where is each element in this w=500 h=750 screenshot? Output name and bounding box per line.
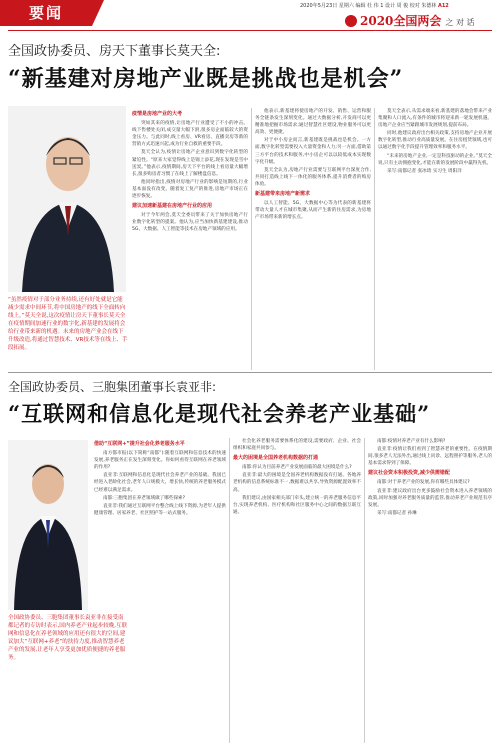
paragraph: 采写:南都记者 孙琳 bbox=[377, 510, 417, 516]
paragraph: 以人工智能、5G、大数据中心等为代表的新基建将带动大量人才在城市集聚,从而产生新的住房需求,为房地产市场带来新的增长点。 bbox=[255, 201, 371, 221]
paragraph: 袁亚非:建议政府出台更多鼓励社会资本进入养老领域的政策,同时加强对养老服务质量的监管,推动养老产业规范有序发展。 bbox=[368, 488, 492, 508]
paragraph: 南方都市报(以下简称“南都”):随着互联网和信息技术的快速发展,养老服务正在发生深刻变化。你如何看待互联网在养老领域的作用? bbox=[94, 451, 226, 471]
article2-photo bbox=[8, 440, 88, 610]
paragraph: 对于今年两会,莫天全委员带来了关于加快房地产行业数字化转型的提案。他认为,应当加快新基建建设,推动5G、大数据、人工智能等技术在房地产领域的应用。 bbox=[132, 213, 248, 233]
section-tag: 要闻 bbox=[0, 0, 92, 26]
article1-photo bbox=[8, 106, 126, 292]
paragraph: 袁亚非:最大的困境是全国养老机构数据没有打通。各地养老机构的信息系统标准不一,数据难以共享,导致资源配置效率不高。 bbox=[233, 473, 361, 493]
emblem-icon bbox=[345, 15, 357, 27]
article-separator bbox=[8, 372, 492, 373]
paragraph: 社会化养老服务需要体系化的建设,需要政府、企业、社会组织和家庭共同参与。 bbox=[233, 439, 361, 452]
paragraph: 袁亚非:疫情让我们看到了智慧养老的重要性。在疫情期间,很多老人无法外出,通过线上问诊、远程照护等服务,老人的基本需求得到了保障。 bbox=[368, 447, 492, 467]
subheading: 疫情是房地产业的大考 bbox=[132, 111, 183, 117]
paragraph: 我们建议,由国家相关部门牵头,建立统一的养老服务信息平台,实现养老机构、医疗机构和社区服务中心之间的数据互联互通。 bbox=[233, 495, 361, 515]
portrait-image bbox=[8, 440, 88, 610]
paragraph: 南都:三胞集团在养老领域做了哪些探索? bbox=[103, 495, 186, 501]
subheading: 建议加速新基建在房地产行业的应用 bbox=[132, 203, 213, 210]
article1-headline: “新基建对房地产业既是挑战也是机会” bbox=[8, 66, 404, 92]
subheading: 借助“互联网+”提升社会化养老服务水平 bbox=[94, 441, 185, 447]
portrait-image bbox=[8, 106, 126, 292]
article2-column-2 bbox=[233, 438, 361, 517]
paragraph: 对于中小房企而言,新基建既是挑战也是机会。一方面,数字化转型需要投入大量资金和人力;另一方面,借助第三方平台的技术和服务,中小房企可以以较低成本实现数字化升级。 bbox=[255, 138, 371, 165]
date-line: 2020年5月23日 星期六 编辑 杜 伟 1 设计 周 俊 校对 朱德林 A12 bbox=[300, 3, 449, 9]
subheading: 新基建带来房地产新需求 bbox=[255, 191, 311, 198]
paragraph: 突如其来的疫情,让房地产行业遭受了不小的冲击。线下售楼处关闭,成交量大幅下滑,很多房企面临较大的资金压力。与此同时,线上看房、VR看房、直播卖房等新的营销方式迅速兴起,成为行业自救的重要手段。 bbox=[132, 121, 248, 148]
paragraph: 南都:对于养老产业的发展,你有哪些具体建议? bbox=[377, 480, 470, 486]
paragraph: “未来的房地产企业,一定是科技驱动的企业。”莫天全说,只有主动拥抱变化,才能在新的发展阶段中赢得先机。 bbox=[378, 153, 492, 166]
column-divider bbox=[364, 438, 365, 743]
paragraph: 他表示,新基建将使房地产的开发、销售、运营和服务全链条发生深刻变化。通过大数据分析,开发商可以更精准地把握市场需求;通过智慧社区建设,物业服务可以更高效、更便捷。 bbox=[255, 109, 371, 136]
article2-headline: “互联网和信息化是现代社会养老产业基础” bbox=[8, 401, 431, 426]
paragraph: 南都:疫情对养老产业有什么影响? bbox=[377, 439, 446, 444]
paragraph: 莫天全认为,疫情让房地产企业意识到数字化转型的紧迫性。“原来大家觉得线上是锦上添花,现在发现是雪中送炭。”他表示,疫情期间,房天下平台的线上看房量大幅增长,很多购房者习惯了在线上了解楼盘信息。 bbox=[132, 150, 248, 177]
article1-column-2 bbox=[255, 108, 371, 222]
article2-column-3 bbox=[368, 438, 492, 518]
paragraph: 袁亚非:互联网和信息化是现代社会养老产业的基础。我国已经进入老龄化社会,老年人口规模大、增长快,传统的养老服务模式已经难以满足需求。 bbox=[94, 473, 226, 493]
column-divider bbox=[251, 108, 252, 370]
subheading: 最大的困境是全国养老机构数据的打通 bbox=[233, 455, 319, 462]
subheading: 建议社会资本积极投资,减少供需错配 bbox=[368, 470, 450, 477]
paragraph: 他同时指出,疫情对房地产行业的影响是短期的,行业基本面没有改变。随着复工复产的推进,房地产市场正在逐步恢复。 bbox=[132, 179, 248, 200]
paragraph: 莫天全认为,房地产行业需要与互联网平台深度合作,共同打造线上线下一体化的服务体系,提升消费者的购房体验。 bbox=[255, 167, 371, 187]
article1-caption: “虽然疫情对于部分业务持续,还有好处就是它能减少需求中间环节,将中国房地产的线下全面转向线上。”莫天全说,这次疫情让房天下董事长莫天全在疫情期间加速行业的数字化,新基建的发展将会给行业带来新的机遇。未来的房地产业会在线下升级改造,将通过智慧技术、VR技术等在线上、手段拓展。 bbox=[8, 297, 128, 351]
article1-column-1 bbox=[132, 108, 248, 235]
paragraph: 采写:南都记者 张冰琦 实习生 周阳洋 bbox=[387, 168, 462, 174]
column-divider bbox=[229, 438, 230, 743]
article1-column-3 bbox=[378, 108, 492, 176]
article2-column-1 bbox=[94, 438, 226, 518]
page-number: A12 bbox=[437, 3, 449, 9]
header-rule bbox=[8, 30, 492, 31]
paragraph: 袁亚非:我们通过互联网平台整合线上线下资源,为老年人提供健康管理、居家养老、社区照护等一站式服务。 bbox=[94, 503, 226, 516]
paragraph: 同时,他建议政府出台相关政策,支持房地产企业开展数字化转型,推动行业高质量发展。在住房租赁领域,也可以通过数字化手段提升管理效率和服务水平。 bbox=[378, 131, 492, 151]
column-divider bbox=[374, 108, 375, 370]
meeting-banner: 2020全国两会 之 对 话 bbox=[345, 12, 475, 29]
paragraph: 南都:你认为目前养老产业发展面临的最大困境是什么? bbox=[242, 465, 352, 471]
article2-deck: 全国政协委员、三胞集团董事长袁亚非: bbox=[8, 380, 217, 394]
article2-caption: 全国政协委员、三胞集团董事长袁亚非在接受南都记者的专访时表示,国内养老产业起步较晚,互联网和信息化在养老领域的应用还有很大的空间,建议加大“互联网+养老”的扶持力度,推动智慧养老产业的发展,让老年人享受更加优质便捷的养老服务。 bbox=[8, 615, 127, 661]
paragraph: 莫天全表示,从需求端来看,新基建的落地会带来产业集聚和人口流入,有条件的城市将迎来新一轮发展机遇。房地产企业应当紧跟城市发展规划,提前布局。 bbox=[378, 109, 492, 129]
article1-deck: 全国政协委员、房天下董事长莫天全: bbox=[8, 44, 221, 59]
